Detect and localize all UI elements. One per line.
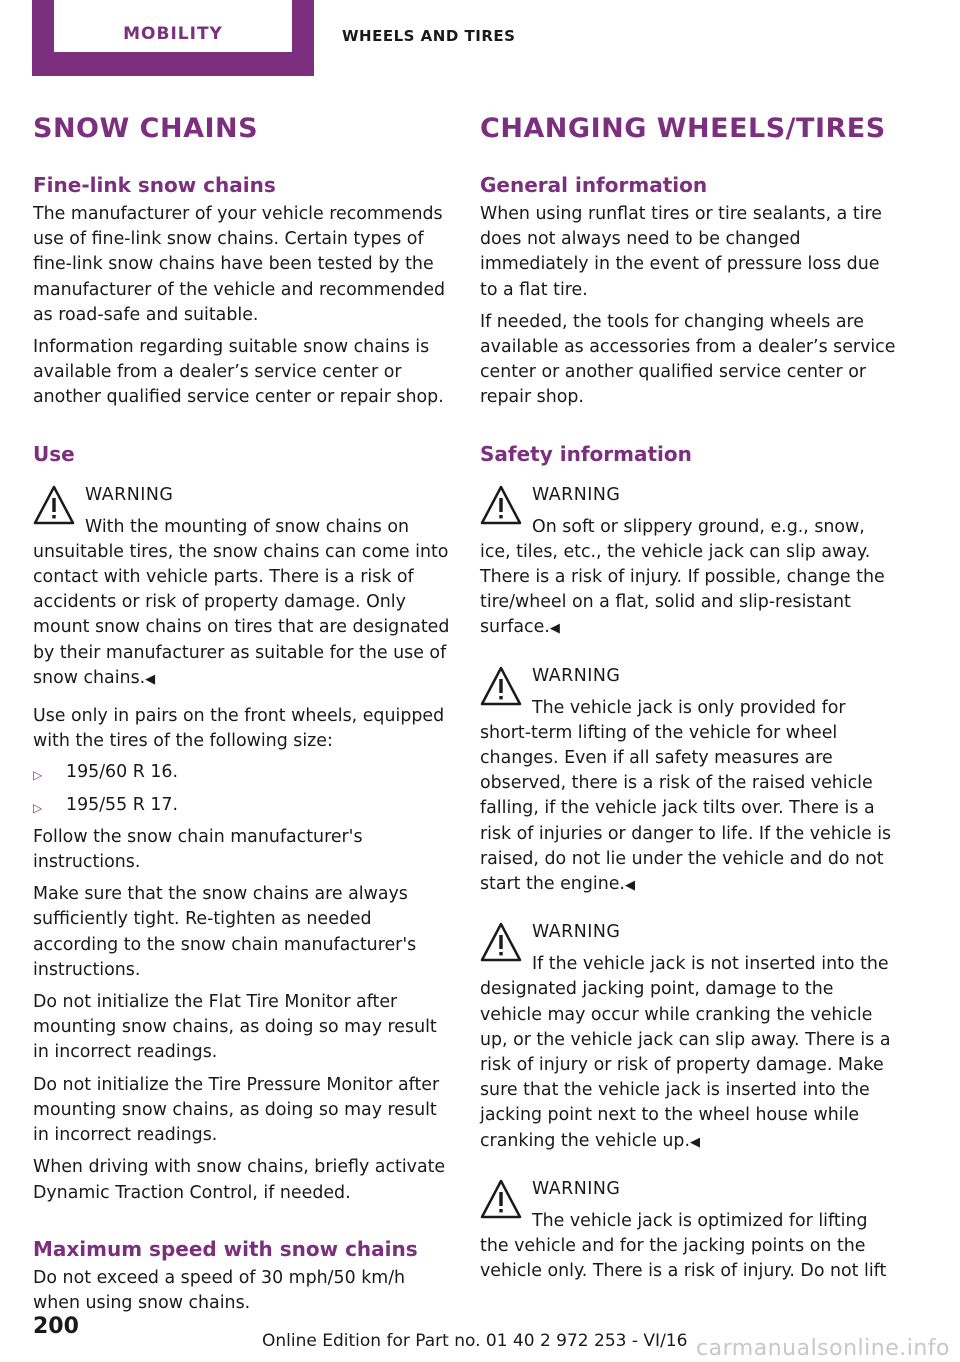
chapter-tab[interactable] — [32, 0, 314, 76]
warning-title: WARNING — [532, 484, 621, 505]
warning-triangle-icon — [480, 666, 522, 706]
use-paragraph-2: Follow the snow chain manufacturer's instructions. — [33, 826, 363, 873]
general-info-heading: General information — [480, 173, 708, 197]
warning-text: On soft or slippery ground, e.g., snow, ice, tiles, etc., the vehicle jack can slip away. There is a risk of injury. If possible, change the tire/wheel on a flat, solid and slip-resistant surface. — [480, 516, 885, 638]
warning-title: WARNING — [85, 484, 174, 505]
end-marker-icon: ◀ — [549, 621, 560, 637]
max-speed-paragraph: Do not exceed a speed of 30 mph/50 km/h when using snow chains. — [33, 1267, 406, 1313]
changing-wheels-title: CHANGING WHEELS/TIRES — [480, 113, 886, 144]
safety-warning-1 — [480, 483, 900, 642]
use-paragraph-4: Do not initialize the Flat Tire Monitor after mounting snow chains, as doing so may result in incorrect readings. — [33, 992, 437, 1063]
warning-triangle-icon — [480, 1179, 522, 1219]
warning-text: The vehicle jack is optimized for lifting the vehicle and for the jacking points on the vehicle only. There is a risk of injury. Do not lift — [480, 1210, 887, 1282]
warning-text: The vehicle jack is only provided for short-term lifting of the vehicle for wheel changes. Even if all safety measures are observed, there is a risk of the raised vehicle falling, if the vehicle jack tilts over. There is a risk of injuries or danger to life. If the vehicle is raised, do not lie under the vehicle and do not start the engine. — [480, 697, 892, 895]
use-heading: Use — [33, 441, 75, 466]
warning-triangle-icon — [480, 922, 522, 962]
warning-title: WARNING — [532, 665, 621, 686]
warning-title: WARNING — [532, 1178, 621, 1199]
safety-warning-3 — [480, 920, 900, 1155]
safety-warning-4 — [480, 1177, 900, 1285]
warning-triangle-icon — [480, 485, 522, 525]
safety-warning-2 — [480, 664, 900, 899]
use-paragraph-3: Make sure that the snow chains are always sufficiently tight. Re-tighten as needed according to the snow chain manufacturer's instructions. — [33, 884, 417, 980]
chapter-tab-inner — [54, 0, 292, 52]
list-item — [33, 760, 451, 785]
general-paragraph-1: When using runflat tires or tire sealants, a tire does not always need to be changed immediately in the event of pressure loss due to a flat tire. — [480, 204, 882, 300]
end-marker-icon: ◀ — [624, 878, 635, 894]
safety-info-heading: Safety information — [480, 441, 692, 466]
watermark: carmanualsonline.info — [696, 1336, 950, 1361]
bullet-icon: ▷ — [33, 768, 43, 783]
fine-link-paragraph-1: The manufacturer of your vehicle recommends use of fine-link snow chains. Certain types of fine-link snow chains have been tested by the manufacturer of the vehicle and recommended as road-safe and suitable. — [33, 204, 446, 325]
fine-link-heading: Fine-link snow chains — [33, 173, 276, 197]
warning-title: WARNING — [532, 922, 621, 943]
edition-footer: Online Edition for Part no. 01 40 2 972 253 - VI/16 — [262, 1331, 688, 1351]
use-paragraph-1: Use only in pairs on the front wheels, equipped with the tires of the following size: — [33, 706, 445, 752]
fine-link-paragraph-2: Information regarding suitable snow chains is available from a dealer’s service center or another qualified service center or repair shop. — [33, 337, 444, 408]
warning-text: With the mounting of snow chains on unsuitable tires, the snow chains can come into contact with vehicle parts. There is a risk of accidents or risk of property damage. Only mount snow chains on tires that are designated by their manufacturer as suitable for the use of snow chains. — [33, 516, 450, 688]
section-label: WHEELS AND TIRES — [342, 27, 516, 45]
end-marker-icon: ◀ — [690, 1134, 701, 1150]
end-marker-icon: ◀ — [145, 671, 156, 687]
use-paragraph-6: When driving with snow chains, briefly activate Dynamic Traction Control, if needed. — [33, 1157, 446, 1203]
right-column — [480, 112, 900, 1285]
chapter-tab-label: MOBILITY — [123, 24, 223, 44]
list-item-text: 195/60 R 16. — [66, 762, 178, 783]
use-paragraph-5: Do not initialize the Tire Pressure Monitor after mounting snow chains, as doing so may result in incorrect readings. — [33, 1074, 440, 1146]
use-warning — [33, 483, 451, 692]
general-paragraph-2: If needed, the tools for changing wheels are available as accessories from a dealer’s service center or another qualified service center or repair shop. — [480, 311, 896, 408]
list-item — [33, 793, 451, 818]
snow-chains-title: SNOW CHAINS — [33, 113, 259, 144]
left-column — [33, 112, 451, 1316]
page-number: 200 — [33, 1314, 79, 1339]
tire-size-list — [33, 760, 451, 817]
warning-text: If the vehicle jack is not inserted into the designated jacking point, damage to the vehicle may occur while cranking the vehicle up, or the vehicle jack can slip away. There is a risk of injury or risk of property damage. Make sure that the vehicle jack is inserted into the jacking point next to the wheel house while cranking the vehicle up. — [480, 954, 891, 1151]
bullet-icon: ▷ — [33, 800, 43, 815]
list-item-text: 195/55 R 17. — [66, 794, 178, 815]
max-speed-heading: Maximum speed with snow chains — [33, 1236, 418, 1261]
warning-triangle-icon — [33, 485, 75, 525]
